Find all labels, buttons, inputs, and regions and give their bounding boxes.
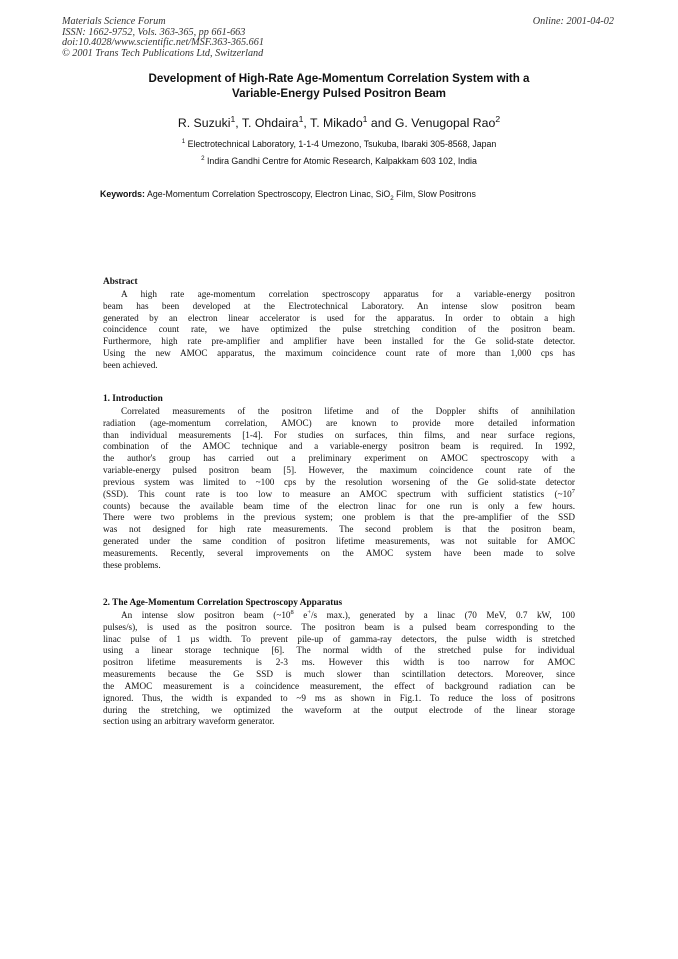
keywords-label: Keywords: bbox=[100, 189, 145, 199]
text-line bbox=[103, 610, 575, 622]
author-affil-mark: 1 bbox=[230, 113, 236, 124]
abstract-section bbox=[103, 277, 575, 372]
text-line: variable-energy pulsed positron beam [5]. However, the maximum coincidence count rate of the bbox=[103, 465, 575, 476]
amoc-heading: 2. The Age-Momentum Correlation Spectroscopy Apparatus bbox=[103, 598, 343, 608]
text-line: been achieved. bbox=[103, 359, 158, 370]
affiliation-text: Indira Gandhi Centre for Atomic Research, Kalpakkam 603 102, India bbox=[206, 156, 477, 166]
abstract-body bbox=[103, 289, 575, 372]
superscript: 8 bbox=[290, 608, 294, 616]
author-affil-mark: 2 bbox=[495, 113, 501, 124]
amoc-apparatus-section bbox=[103, 598, 575, 728]
introduction-section bbox=[103, 394, 575, 572]
journal-header bbox=[62, 17, 264, 59]
text-line: Using the new AMOC apparatus, the maximum coincidence count rate of more than 1,000 cps has bbox=[103, 348, 575, 359]
text-line: Furthermore, high rate pre-amplifier and amplifier have been installed for the Ge solid-state detector. bbox=[103, 336, 575, 347]
affiliation-1 bbox=[0, 139, 678, 150]
issn: ISSN: 1662-9752, Vols. 363-365, pp 661-663 bbox=[62, 26, 246, 38]
text-line: Correlated measurements of the positron lifetime and of the Doppler shifts of annihilation bbox=[121, 405, 575, 416]
affiliation-mark: 2 bbox=[201, 155, 205, 163]
keywords bbox=[100, 189, 620, 200]
text-line: measurements. Recently, several improvements on the AMOC system have been made to solve bbox=[103, 547, 575, 558]
author-affil-mark: 1 bbox=[362, 113, 368, 124]
author-conjunction: and bbox=[370, 116, 392, 130]
text-line: beam has been developed at the Electrotechnical Laboratory. An intense slow positron beam bbox=[103, 300, 575, 311]
text-line: counts) because the available beam time of the electron linac for one run is only a few hours. bbox=[103, 500, 575, 511]
text-line: linac pulse of 1 µs width. To prevent pile-up of gamma-ray detectors, the pulse width is stretched bbox=[103, 633, 575, 644]
text-line: pulses/s), is used as the positron source. The positron beam is a pulsed beam corresponding to the bbox=[103, 621, 575, 632]
text-fragment: e bbox=[293, 609, 308, 620]
text-line: combination of the AMOC technique and a variable-energy positron beam is required. In 1992, bbox=[103, 441, 575, 452]
text-line: the author's group has carried out a preliminary experiment on AMOC spectroscopy with a bbox=[103, 453, 575, 464]
affiliation-text: Electrotechnical Laboratory, 1-1-4 Umezono, Tsukuba, Ibaraki 305-8568, Japan bbox=[187, 139, 497, 149]
keywords-subscript: 2 bbox=[390, 194, 394, 202]
amoc-body bbox=[103, 610, 575, 728]
keywords-text-end: Film, Slow Positrons bbox=[396, 189, 476, 199]
introduction-heading: 1. Introduction bbox=[103, 394, 163, 404]
text-fragment: (SSD). This count rate is too low to measure an AMOC spectrum with sufficient statistics (~10 bbox=[103, 488, 572, 499]
affiliation-mark: 1 bbox=[181, 138, 186, 146]
text-line: radiation (age-momentum correlation, AMOC) are known to provide more detailed information bbox=[103, 417, 575, 428]
journal-name: Materials Science Forum bbox=[62, 16, 166, 27]
author-list: R. Suzuki$^1$, T. Ohdaira$^1$, T. Mikado$^1$ and G. Venugopal Rao$^2$ bbox=[177, 113, 501, 130]
author-name: G. Venugopal Rao bbox=[394, 116, 496, 130]
author-name: T. Ohdaira bbox=[241, 116, 299, 130]
paper-title bbox=[90, 71, 588, 101]
author-name: R. Suzuki bbox=[177, 116, 231, 130]
introduction-body bbox=[103, 406, 575, 572]
affiliation-2 bbox=[0, 156, 678, 167]
text-line: positron lifetime measurements is 2-3 ms. However this width is too narrow for AMOC bbox=[103, 657, 575, 668]
author-affil-mark: 1 bbox=[298, 113, 304, 124]
title-line-2: Variable-Energy Pulsed Positron Beam bbox=[232, 87, 446, 100]
text-line: than individual measurements [1-4]. For studies on surfaces, thin films, and near surface regions, bbox=[103, 429, 575, 440]
text-fragment: An intense slow positron beam (~10 bbox=[121, 609, 291, 620]
online-date: Online: 2001-04-02 bbox=[532, 16, 614, 27]
title-line-1: Development of High-Rate Age-Momentum Correlation System with a bbox=[148, 72, 530, 85]
text-line: There were two problems in the previous system; one problem is that the pre-amplifier of the SSD bbox=[103, 512, 575, 523]
superscript: 7 bbox=[571, 487, 575, 495]
text-line: these problems. bbox=[103, 559, 161, 570]
text-line: section using an arbitrary waveform generator. bbox=[103, 716, 275, 727]
text-line: measurements because the Ge SSD is much slower than scintillation detectors. Moreover, since bbox=[103, 669, 575, 680]
text-line: previous system was limited to ~100 cps by the resolution worsening of the Ge solid-state detector bbox=[103, 476, 575, 487]
copyright: © 2001 Trans Tech Publications Ltd, Switzerland bbox=[62, 47, 264, 59]
text-line: using a linear storage technique [6]. The normal width of the stretched pulse for individual bbox=[103, 645, 575, 656]
text-line: coincidence count rate, we have optimized the pulse stretching condition of the positron beam. bbox=[103, 324, 575, 335]
doi-link[interactable]: doi:10.4028/www.scientific.net/MSF.363-365.661 bbox=[62, 37, 264, 48]
text-line: during the stretching, we optimized the waveform at the output electrode of the linear storage bbox=[103, 704, 575, 715]
text-line bbox=[103, 489, 575, 501]
superscript: + bbox=[307, 608, 311, 616]
text-fragment: /s max.), generated by a linac (70 MeV, 0.7 kW, 100 bbox=[311, 609, 575, 620]
text-line: ignored. Thus, the width is expanded to ~9 ms as shown in Fig.1. To reduce the loss of positrons bbox=[103, 692, 575, 703]
text-line: A high rate age-momentum correlation spectroscopy apparatus for a variable-energy positron bbox=[121, 288, 575, 299]
text-line: generated by an electron linear accelerator is used for the apparatus. In order to obtain a high bbox=[103, 312, 575, 323]
keywords-text: Age-Momentum Correlation Spectroscopy, Electron Linac, SiO bbox=[146, 189, 391, 199]
text-line: was not designed for high rate measurements. The second problem is that the positron beam, bbox=[103, 524, 575, 535]
text-line: generated under the same condition of positron lifetime measurements, was not suitable for AMOC bbox=[103, 536, 575, 547]
text-line: the AMOC measurement is a coincidence measurement, the effect of background radiation can be bbox=[103, 680, 575, 691]
author-name: T. Mikado bbox=[310, 116, 363, 130]
abstract-heading: Abstract bbox=[103, 277, 138, 287]
